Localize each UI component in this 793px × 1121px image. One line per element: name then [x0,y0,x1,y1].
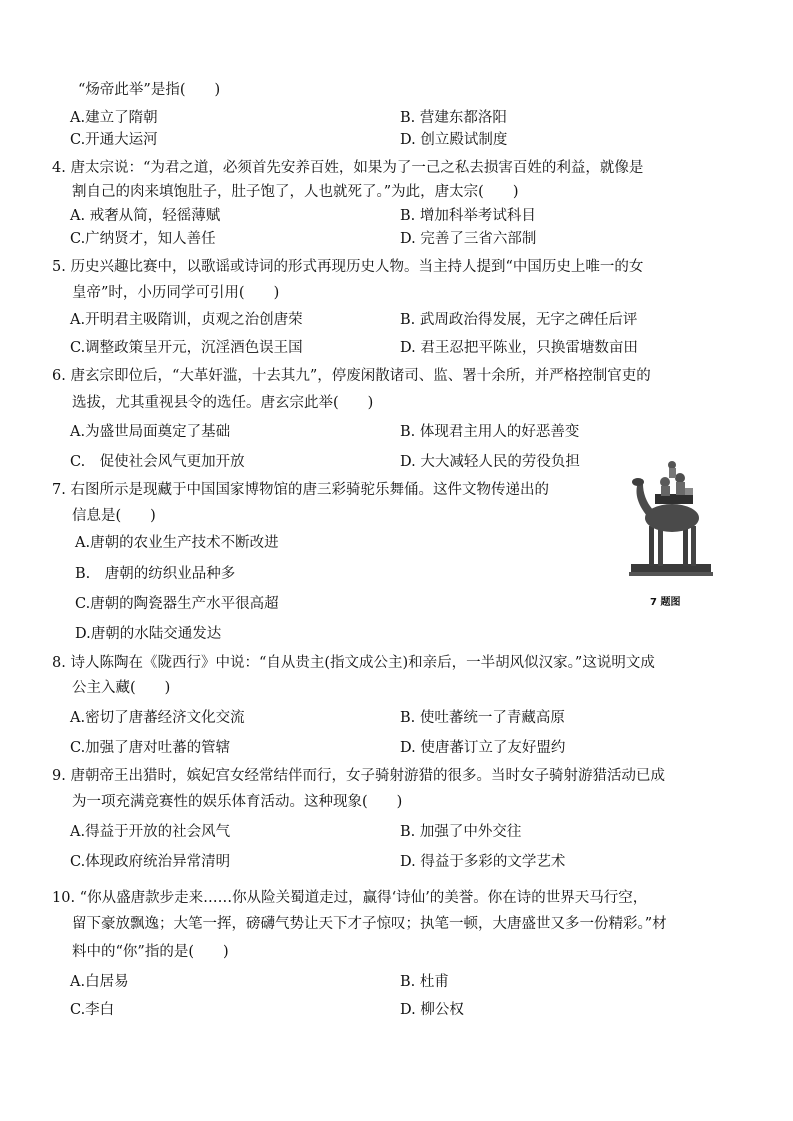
q4-stem-line1: 4. 唐太宗说：“为君之道，必须首先安养百姓，如果为了一己之私去损害百姓的利益，就像是 [52,160,644,176]
q10-stem-line1: 10. “你从盛唐款步走来……你从险关蜀道走过，赢得‘诗仙’的美誉。你在诗的世界天马行空， [52,890,648,906]
q5-option-a: A.开明君主吸隋训，贞观之治创唐荣 [70,312,303,328]
q5-option-b: B. 武周政治得发展，无字之碑任后评 [400,312,638,328]
camel-figurine-image [625,460,715,610]
q9-stem-line1: 9. 唐朝帝王出猎时，嫔妃宫女经常结伴而行，女子骑射游猎的很多。当时女子骑射游猎活动已成 [52,768,665,784]
q9-option-c: C.体现政府统治异常清明 [70,854,231,870]
q10-option-b: B. 杜甫 [400,974,449,990]
q6-option-b: B. 体现君主用人的好恶善变 [400,424,580,440]
q4-stem-line2: 割自己的肉来填饱肚子，肚子饱了，人也就死了。”为此，唐太宗( ) [72,184,519,200]
q4-option-b: B. 增加科举考试科目 [400,208,536,224]
q8-option-d: D. 使唐蕃订立了友好盟约 [400,740,566,756]
q10-stem-line2: 留下豪放飘逸；大笔一挥，磅礴气势让天下才子惊叹；执笔一顿，大唐盛世又多一份精彩。”材 [72,916,667,932]
q3-stem: “炀帝此举”是指( ) [78,82,221,98]
q4-option-a: A. 戒奢从简，轻徭薄赋 [70,208,221,224]
q10-stem-line3: 料中的“你”指的是( ) [72,944,229,960]
q8-stem-line1: 8. 诗人陈陶在《陇西行》中说：“自从贵主(指文成公主)和亲后，一半胡风似汉家。”这说明文成 [52,655,655,671]
q8-stem-line2: 公主入藏( ) [72,680,171,696]
q4-option-c: C.广纳贤才，知人善任 [70,231,216,247]
q8-option-a: A.密切了唐蕃经济文化交流 [70,710,245,726]
q5-stem-line1: 5. 历史兴趣比赛中，以歌谣或诗词的形式再现历史人物。当主持人提到“中国历史上唯一的女 [52,259,644,275]
q7-option-a: A.唐朝的农业生产技术不断改进 [75,535,279,551]
q6-option-c: C. 促使社会风气更加开放 [70,454,245,470]
q9-option-b: B. 加强了中外交往 [400,824,522,840]
q5-option-d: D. 君王忍把平陈业，只换雷塘数亩田 [400,340,638,356]
q6-stem-line1: 6. 唐玄宗即位后，“大革奸滥，十去其九”，停废闲散诸司、监、署十余所，并严格控制官吏的 [52,368,651,384]
q6-stem-line2: 选拔，尤其重视县令的选任。唐玄宗此举( ) [72,395,374,411]
q7-stem-line2: 信息是( ) [72,508,156,524]
q7-stem-line1: 7. 右图所示是现藏于中国国家博物馆的唐三彩骑驼乐舞俑。这件文物传递出的 [52,482,549,498]
q5-stem-line2: 皇帝”时，小历同学可引用( ) [72,285,280,301]
q7-option-b: B. 唐朝的纺织业品种多 [75,566,236,582]
q10-option-a: A.白居易 [70,974,129,990]
q4-option-d: D. 完善了三省六部制 [400,231,537,247]
q6-option-d: D. 大大减轻人民的劳役负担 [400,454,580,470]
q8-option-b: B. 使吐蕃统一了青藏高原 [400,710,565,726]
q10-option-c: C.李白 [70,1002,115,1018]
q8-option-c: C.加强了唐对吐蕃的管辖 [70,740,231,756]
q3-option-a: A.建立了隋朝 [70,110,158,126]
q9-option-a: A.得益于开放的社会风气 [70,824,231,840]
q5-option-c: C.调整政策呈开元，沉淫酒色误王国 [70,340,303,356]
q9-option-d: D. 得益于多彩的文学艺术 [400,854,566,870]
figure-caption: 7 题图 [650,597,681,608]
q3-option-d: D. 创立殿试制度 [400,132,508,148]
q10-option-d: D. 柳公权 [400,1002,464,1018]
q9-stem-line2: 为一项充满竞赛性的娱乐体育活动。这种现象( ) [72,794,403,810]
q6-option-a: A.为盛世局面奠定了基础 [70,424,231,440]
q3-option-c: C.开通大运河 [70,132,158,148]
q7-option-c: C.唐朝的陶瓷器生产水平很高超 [75,596,279,612]
q3-option-b: B. 营建东都洛阳 [400,110,507,126]
q7-option-d: D.唐朝的水陆交通发达 [75,626,222,642]
